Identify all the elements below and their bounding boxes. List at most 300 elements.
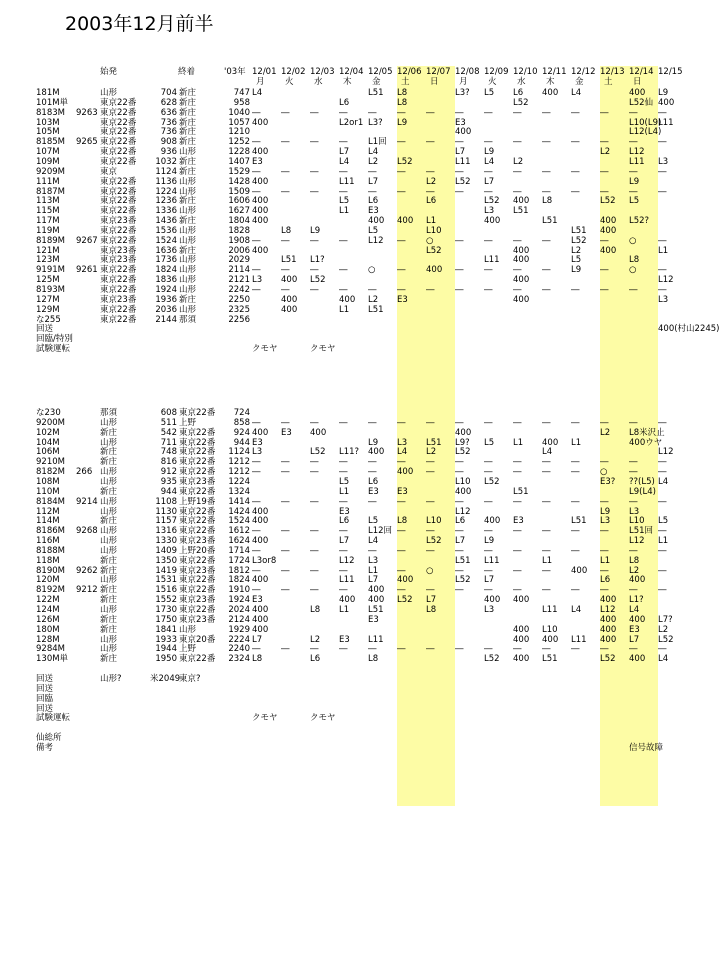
day-cell: 400 xyxy=(426,265,443,276)
day-cell: L12回 xyxy=(368,526,393,537)
day-cell: ― xyxy=(571,166,580,177)
destination-station: 東京22番 xyxy=(179,437,216,448)
train-number: 126M xyxy=(36,614,60,625)
day-cell: L3 xyxy=(252,447,263,458)
day-cell: E3 xyxy=(252,437,263,448)
day-cell: ― xyxy=(484,526,493,537)
day-cell: L11 xyxy=(339,575,355,586)
day-cell: ― xyxy=(397,545,406,556)
depart-time: 2036 xyxy=(155,304,177,315)
header-date: 12/13 xyxy=(600,67,625,77)
day-cell: L8 xyxy=(542,196,553,207)
day-cell: L52 xyxy=(600,196,616,207)
table-row xyxy=(0,477,719,487)
day-cell: L52 xyxy=(397,595,413,606)
day-cell: ― xyxy=(571,545,580,556)
train-alt-number: 266 xyxy=(76,467,93,478)
day-cell: L1 xyxy=(513,437,524,448)
header-weekday: 金 xyxy=(575,77,584,87)
day-cell: L1 xyxy=(658,245,669,256)
origin-station: 東京22番 xyxy=(100,97,137,108)
header-weekday: 月 xyxy=(256,77,265,87)
header-date: 12/07 xyxy=(426,67,451,77)
day-cell: ― xyxy=(339,565,348,576)
origin-station: 新庄 xyxy=(100,516,118,527)
day-cell: ― xyxy=(513,644,522,655)
day-cell: ― xyxy=(455,107,464,118)
day-cell: ― xyxy=(310,526,319,537)
arrive-time: 944 xyxy=(233,437,250,448)
destination-station: 東京22番 xyxy=(179,654,216,665)
day-cell: ― xyxy=(281,107,290,118)
arrive-time: 1509 xyxy=(228,186,250,197)
day-cell: E3 xyxy=(339,506,350,517)
day-cell: L2 xyxy=(600,427,611,438)
depart-time: 1224 xyxy=(155,186,177,197)
day-cell: L11 xyxy=(542,605,558,615)
destination-station: 東京23番 xyxy=(179,536,216,547)
destination-station: 新庄 xyxy=(179,196,197,207)
day-cell: クモヤ xyxy=(252,713,278,724)
origin-station: 山形 xyxy=(100,88,118,98)
depart-time: 1419 xyxy=(155,565,177,576)
arrive-time: 1428 xyxy=(228,176,250,187)
day-cell: L11 xyxy=(484,555,500,566)
table-row xyxy=(0,654,719,664)
destination-station: 新庄 xyxy=(179,245,197,256)
origin-station: 山形 xyxy=(100,506,118,517)
train-number: 106M xyxy=(36,447,60,458)
day-cell: L5 xyxy=(368,516,379,527)
day-cell: L51 xyxy=(426,437,442,448)
day-cell: ― xyxy=(571,285,580,295)
arrive-time: 924 xyxy=(233,427,250,438)
train-number: 181M xyxy=(36,88,60,98)
day-cell: 400 xyxy=(542,88,559,98)
origin-station: 山形 xyxy=(100,526,118,537)
table-row xyxy=(0,255,719,265)
day-cell: 400 xyxy=(484,216,501,227)
train-number: 122M xyxy=(36,595,60,606)
day-cell: ― xyxy=(571,107,580,118)
table-row xyxy=(0,315,719,325)
day-cell: L7 xyxy=(426,595,437,606)
day-cell: ― xyxy=(629,137,638,148)
depart-time: 1531 xyxy=(155,575,177,586)
origin-station: 東京22番 xyxy=(100,275,137,286)
train-alt-number: 9262 xyxy=(76,565,98,576)
day-cell: ― xyxy=(426,467,435,478)
destination-station: 山形 xyxy=(179,235,197,246)
day-cell: ― xyxy=(600,585,609,596)
header-weekday: 水 xyxy=(517,77,526,87)
day-cell: L51 xyxy=(368,304,384,315)
day-cell: ― xyxy=(281,585,290,596)
day-cell: ― xyxy=(339,526,348,537)
destination-station: 東京23番 xyxy=(179,565,216,576)
day-cell: ― xyxy=(368,644,377,655)
day-cell: L8 xyxy=(397,97,408,108)
train-number: 8188M xyxy=(36,545,65,556)
header-weekday: 土 xyxy=(604,77,613,87)
train-number: 9191M xyxy=(36,265,65,276)
table-row xyxy=(0,546,719,556)
day-cell: ― xyxy=(310,565,319,576)
train-number: 8186M xyxy=(36,526,65,537)
day-cell: L3 xyxy=(484,206,495,217)
depart-time: 1032 xyxy=(155,156,177,167)
day-cell: L52 xyxy=(455,176,471,187)
table-row xyxy=(0,108,719,118)
day-cell: L7 xyxy=(339,536,350,547)
day-cell: ― xyxy=(281,644,290,655)
day-cell: E3 xyxy=(513,516,524,527)
day-cell: ― xyxy=(310,137,319,148)
day-cell: L52 xyxy=(484,654,500,665)
arrive-time: 2325 xyxy=(228,304,250,315)
destination-station: 上野 xyxy=(179,644,197,655)
day-cell: L9? xyxy=(455,437,470,448)
day-cell: ― xyxy=(600,644,609,655)
day-cell: 400 xyxy=(368,595,385,606)
arrive-time: 2029 xyxy=(228,255,250,266)
day-cell: L4 xyxy=(629,605,640,615)
day-cell: ― xyxy=(484,107,493,118)
day-cell: ― xyxy=(658,285,667,295)
day-cell: ― xyxy=(455,565,464,576)
arrive-time: 1812 xyxy=(228,565,250,576)
destination-station: 東京22番 xyxy=(179,506,216,517)
day-cell: E3 xyxy=(629,624,640,635)
day-cell: L52 xyxy=(397,156,413,167)
table-row xyxy=(0,664,719,674)
depart-time: 748 xyxy=(160,447,177,458)
table-row xyxy=(0,723,719,733)
origin-station: 東京22番 xyxy=(100,147,137,158)
day-cell: ― xyxy=(252,107,261,118)
header-row-dates xyxy=(0,67,719,77)
arrive-time: 1057 xyxy=(228,117,250,128)
day-cell: ― xyxy=(658,526,667,537)
arrive-time: 1224 xyxy=(228,476,250,487)
depart-time: 936 xyxy=(160,147,177,158)
day-cell: L2 xyxy=(658,624,669,635)
train-number: 110M xyxy=(36,486,60,497)
day-cell: L4 xyxy=(339,156,350,167)
table-row xyxy=(0,507,719,517)
origin-station: 山形 xyxy=(100,605,118,615)
day-cell: L6 xyxy=(426,196,437,207)
arrive-time: 1212 xyxy=(228,457,250,468)
day-cell: L7 xyxy=(252,634,263,645)
origin-station: 山形 xyxy=(100,575,118,586)
train-number: 回臨 xyxy=(36,693,54,704)
day-cell: L10 xyxy=(629,516,645,527)
arrive-time: 2240 xyxy=(228,644,250,655)
day-cell: ― xyxy=(397,265,406,276)
day-cell: ○ xyxy=(629,265,637,276)
train-alt-number: 9265 xyxy=(76,137,98,148)
destination-station: 山形 xyxy=(179,285,197,295)
day-cell: 400 xyxy=(513,275,530,286)
day-cell: ― xyxy=(339,285,348,295)
day-cell: L51 xyxy=(571,225,587,236)
origin-station: 山形 xyxy=(100,634,118,645)
depart-time: 944 xyxy=(160,486,177,497)
day-cell: ― xyxy=(484,285,493,295)
train-number: 120M xyxy=(36,575,60,586)
destination-station: 山形 xyxy=(179,255,197,266)
day-cell: L9 xyxy=(368,437,379,448)
day-cell: ― xyxy=(484,457,493,468)
day-cell: L12 xyxy=(339,555,355,566)
day-cell: L1 xyxy=(658,536,669,547)
day-cell: ― xyxy=(310,265,319,276)
day-cell: ― xyxy=(252,186,261,197)
day-cell: ― xyxy=(658,467,667,478)
day-cell: ― xyxy=(339,265,348,276)
day-cell: ― xyxy=(455,545,464,556)
origin-station: 山形 xyxy=(100,417,118,428)
day-cell: L5 xyxy=(484,88,495,98)
day-cell: ― xyxy=(310,235,319,246)
header-weekday: 火 xyxy=(488,77,497,87)
day-cell: 400 xyxy=(513,634,530,645)
destination-station: 東京22番 xyxy=(179,467,216,478)
table-row xyxy=(0,457,719,467)
day-cell: L1 xyxy=(339,206,350,217)
day-cell: ― xyxy=(542,137,551,148)
day-cell: 信号故障 xyxy=(629,742,664,753)
depart-time: 704 xyxy=(160,88,177,98)
day-cell: ― xyxy=(310,644,319,655)
day-cell: L3 xyxy=(484,605,495,615)
table-row xyxy=(0,137,719,147)
day-cell: ― xyxy=(426,545,435,556)
day-cell: ― xyxy=(455,585,464,596)
destination-station: 山形 xyxy=(179,176,197,187)
destination-station: 上野20番 xyxy=(179,545,216,556)
day-cell: クモヤ xyxy=(310,713,336,724)
table-row xyxy=(0,447,719,457)
day-cell: ― xyxy=(397,107,406,118)
day-cell: 400 xyxy=(542,634,559,645)
train-number: 8192M xyxy=(36,585,65,596)
table-row xyxy=(0,625,719,635)
table-row xyxy=(0,713,719,723)
day-cell: L51 xyxy=(513,206,529,217)
depart-time: 935 xyxy=(160,476,177,487)
day-cell: 400 xyxy=(629,654,646,665)
origin-station: 東京22番 xyxy=(100,117,137,128)
header-date: 12/11 xyxy=(542,67,567,77)
train-number: 104M xyxy=(36,437,60,448)
day-cell: 400 xyxy=(600,595,617,606)
day-cell: L52 xyxy=(571,235,587,246)
day-cell: L1 xyxy=(600,555,611,566)
day-cell: L3? xyxy=(368,117,383,128)
header-date: 12/01 xyxy=(252,67,277,77)
day-cell: L52仙 xyxy=(629,97,654,108)
depart-time: 1350 xyxy=(155,555,177,566)
day-cell: E3 xyxy=(368,486,379,497)
day-cell: ― xyxy=(310,457,319,468)
day-cell: L1 xyxy=(368,565,379,576)
train-number: な230 xyxy=(36,408,61,418)
day-cell: ― xyxy=(252,285,261,295)
header-date: 12/05 xyxy=(368,67,393,77)
day-cell: L4 xyxy=(542,447,553,458)
day-cell: ― xyxy=(426,644,435,655)
day-cell: ― xyxy=(571,467,580,478)
day-cell: L4 xyxy=(397,447,408,458)
day-cell: L12 xyxy=(629,536,645,547)
arrive-time: 1524 xyxy=(228,516,250,527)
table-row xyxy=(0,615,719,625)
day-cell: L51 xyxy=(513,486,529,497)
day-cell: ― xyxy=(484,545,493,556)
depart-time: 1436 xyxy=(155,216,177,227)
day-cell: ― xyxy=(600,545,609,556)
day-cell: ― xyxy=(629,457,638,468)
day-cell: ― xyxy=(368,107,377,118)
depart-time: 2144 xyxy=(155,314,177,325)
table-row xyxy=(0,585,719,595)
day-cell: 400 xyxy=(252,516,269,527)
day-cell: ― xyxy=(571,457,580,468)
day-cell: L2 xyxy=(368,294,379,305)
day-cell: L8 xyxy=(252,654,263,665)
day-cell: ― xyxy=(658,585,667,596)
arrive-time: 1407 xyxy=(228,156,250,167)
table-row xyxy=(0,324,719,334)
day-cell: ― xyxy=(339,166,348,177)
day-cell: ― xyxy=(484,565,493,576)
day-cell: ― xyxy=(281,545,290,556)
day-cell: ○ xyxy=(629,235,637,246)
train-number: 試験運転 xyxy=(36,713,71,724)
train-number: 124M xyxy=(36,605,60,615)
origin-station: 山形 xyxy=(100,496,118,507)
day-cell: L12 xyxy=(455,506,471,517)
day-cell: ― xyxy=(542,585,551,596)
table-row xyxy=(0,305,719,315)
train-number: 123M xyxy=(36,255,60,266)
day-cell: E3 xyxy=(368,614,379,625)
arrive-time: 2250 xyxy=(228,294,250,305)
day-cell: ― xyxy=(281,565,290,576)
destination-station: 東京22番 xyxy=(179,555,216,566)
day-cell: ― xyxy=(513,107,522,118)
origin-station: 東京23番 xyxy=(100,255,137,266)
day-cell: 400 xyxy=(600,614,617,625)
day-cell: ― xyxy=(281,166,290,177)
day-cell: 400 xyxy=(513,654,530,665)
day-cell: ― xyxy=(281,467,290,478)
page-title: 2003年12月前半 xyxy=(65,13,214,35)
train-number: 119M xyxy=(36,225,60,236)
day-cell: ― xyxy=(600,107,609,118)
table-row xyxy=(0,408,719,418)
day-cell: ― xyxy=(484,235,493,246)
day-cell: L4 xyxy=(571,88,582,98)
day-cell: ― xyxy=(310,585,319,596)
train-number: な255 xyxy=(36,314,61,325)
header-year: '03年 xyxy=(224,67,246,77)
train-number: 117M xyxy=(36,216,60,227)
day-cell: ― xyxy=(600,565,609,576)
day-cell: ― xyxy=(426,585,435,596)
day-cell: ― xyxy=(397,235,406,246)
day-cell: 400 xyxy=(252,605,269,615)
day-cell: ― xyxy=(310,467,319,478)
day-cell: ― xyxy=(368,496,377,507)
day-cell: ― xyxy=(368,545,377,556)
header-weekday: 木 xyxy=(343,77,352,87)
day-cell: L1? xyxy=(310,255,325,266)
arrive-time: 724 xyxy=(233,408,250,418)
table-row xyxy=(0,196,719,206)
arrive-time: 1724 xyxy=(228,555,250,566)
header-weekday: 日 xyxy=(430,77,439,87)
day-cell: ― xyxy=(281,457,290,468)
table-row xyxy=(0,704,719,714)
day-cell: ― xyxy=(629,644,638,655)
origin-station: 東京22番 xyxy=(100,206,137,217)
day-cell: L4 xyxy=(658,476,669,487)
day-cell: L52 xyxy=(600,654,616,665)
day-cell: ― xyxy=(281,496,290,507)
depart-time: 1750 xyxy=(155,614,177,625)
day-cell: ― xyxy=(281,285,290,295)
depart-time: 628 xyxy=(160,97,177,108)
day-cell: L7 xyxy=(455,536,466,547)
day-cell: 400 xyxy=(252,506,269,517)
depart-time: 1157 xyxy=(155,516,177,527)
day-cell: ― xyxy=(600,235,609,246)
day-cell: L8 xyxy=(281,225,292,236)
table-row xyxy=(0,98,719,108)
arrive-time: 2224 xyxy=(228,634,250,645)
train-number: 102M xyxy=(36,427,60,438)
header-date: 12/02 xyxy=(281,67,306,77)
day-cell: L3? xyxy=(455,88,470,98)
origin-station: 東京23番 xyxy=(100,294,137,305)
day-cell: 400 xyxy=(281,304,298,315)
day-cell: L10 xyxy=(426,516,442,527)
day-cell: L2 xyxy=(310,634,321,645)
day-cell: ― xyxy=(455,235,464,246)
table-row xyxy=(0,497,719,507)
destination-station: 新庄 xyxy=(179,294,197,305)
origin-station: 東京22番 xyxy=(100,127,137,138)
day-cell: 400 xyxy=(629,575,646,586)
destination-station: 山形 xyxy=(179,225,197,236)
day-cell: ― xyxy=(484,644,493,655)
day-cell: L8 xyxy=(629,555,640,566)
origin-station: 山形 xyxy=(100,476,118,487)
day-cell: ― xyxy=(600,166,609,177)
day-cell: L10 xyxy=(455,476,471,487)
header-date: 12/10 xyxy=(513,67,538,77)
day-cell: 400 xyxy=(368,216,385,227)
day-cell: クモヤ xyxy=(310,344,336,355)
origin-station: 新庄 xyxy=(100,595,118,606)
table-row xyxy=(0,694,719,704)
day-cell: ― xyxy=(455,186,464,197)
train-number: 8190M xyxy=(36,565,65,576)
destination-station: 新庄 xyxy=(179,88,197,98)
